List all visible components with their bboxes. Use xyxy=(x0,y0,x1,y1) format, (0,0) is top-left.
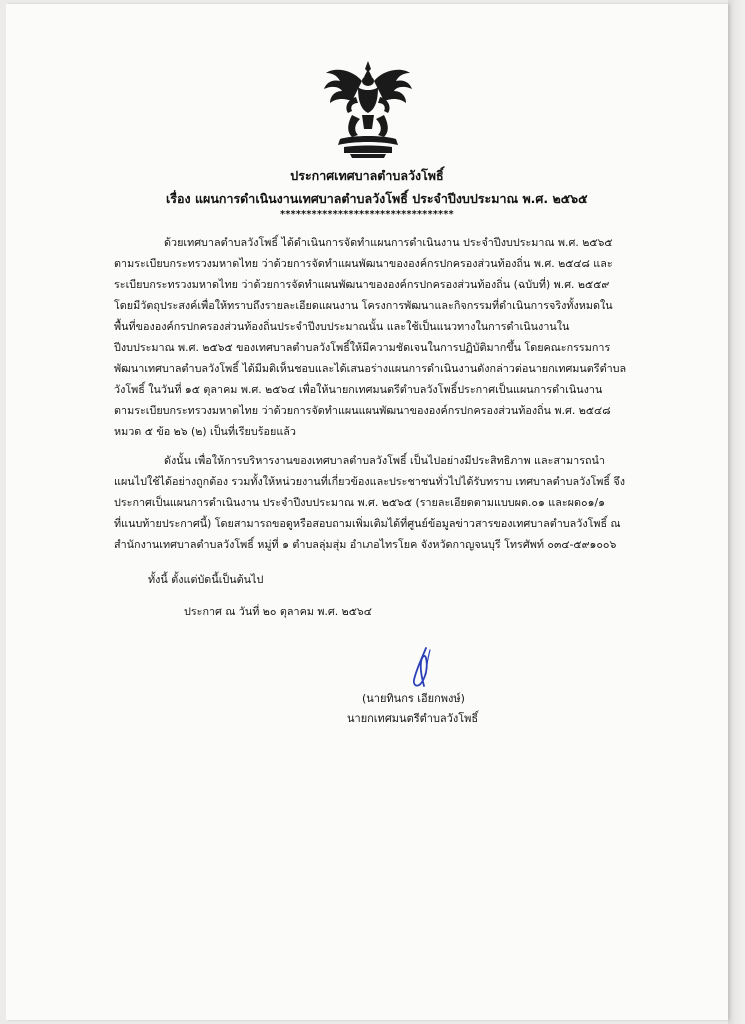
paragraph-1-line: ตามระเบียบกระทรวงมหาดไทย ว่าด้วยการจัดทำแผนแผนพัฒนาขององค์กรปกครองส่วนท้องถิ่น พ.ศ. ๒๕๔๘ xyxy=(114,404,611,417)
paragraph-1-line: ปีงบประมาณ พ.ศ. ๒๕๖๕ ของเทศบาลตำบลวังโพธิ์ให้มีความชัดเจนในการปฏิบัติมากขึ้น โดยคณะกรรมการ xyxy=(114,341,611,354)
garuda-emblem-icon xyxy=(322,59,414,159)
paragraph-2-line: ดังนั้น เพื่อให้การบริหารงานของเทศบาลตำบลวังโพธิ์ เป็นไปอย่างมีประสิทธิภาพ และสามารถนำ xyxy=(164,454,605,467)
paragraph-1-line: พื้นที่ขององค์กรปกครองส่วนท้องถิ่นประจำปีงบประมาณนั้น และใช้เป็นแนวทางในการดำเนินงานใน xyxy=(114,320,570,333)
announcement-date: ประกาศ ณ วันที่ ๒๐ ตุลาคม พ.ศ. ๒๕๖๔ xyxy=(184,605,372,618)
signatory-position: นายกเทศมนตรีตำบลวังโพธิ์ xyxy=(347,712,479,725)
paragraph-2-line: ที่แนบท้ายประกาศนี้) โดยสามารถขอดูหรือสอบถามเพิ่มเติมได้ที่ศูนย์ข้อมูลข่าวสารของเทศบาลตำบลวังโพธิ์ ณ xyxy=(114,517,621,530)
closing-line: ทั้งนี้ ตั้งแต่บัดนี้เป็นต้นไป xyxy=(148,573,264,586)
paragraph-1-line: วังโพธิ์ ในวันที่ ๑๕ ตุลาคม พ.ศ. ๒๕๖๔ เพื่อให้นายกเทศมนตรีตำบลวังโพธิ์ประกาศเป็นแผนการดำเนินงาน xyxy=(114,383,603,396)
signatory-name: (นายทินกร เอียกพงษ์) xyxy=(362,692,465,705)
paragraph-2-line: สำนักงานเทศบาลตำบลวังโพธิ์ หมู่ที่ ๑ ตำบลลุ่มสุ่ม อำเภอไทรโยค จังหวัดกาญจนบุรี โทรศัพท์ ๐๓๔-๕๙๑๐๐๖ xyxy=(114,538,617,551)
document-page xyxy=(6,4,728,1020)
title-divider: ********************************* xyxy=(280,209,454,220)
paragraph-2-line: ประกาศเป็นแผนการดำเนินงาน ประจำปีงบประมาณ พ.ศ. ๒๕๖๕ (รายละเอียดตามแบบผด.๐๑ และผด๐๑/๑ xyxy=(114,496,605,509)
paragraph-2-line: แผนไปใช้ได้อย่างถูกต้อง รวมทั้งให้หน่วยงานที่เกี่ยวข้องและประชาชนทั่วไปได้รับทราบ เทศบาลตำบลวังโพธิ์ จึง xyxy=(114,475,625,488)
paragraph-1-line: ด้วยเทศบาลตำบลวังโพธิ์ ได้ดำเนินการจัดทำแผนการดำเนินงาน ประจำปีงบประมาณ พ.ศ. ๒๕๖๕ xyxy=(164,236,613,249)
announcement-subject: เรื่อง แผนการดำเนินงานเทศบาลตำบลวังโพธิ์ ประจำปีงบประมาณ พ.ศ. ๒๕๖๕ xyxy=(166,191,588,206)
paragraph-1-line: ระเบียบกระทรวงมหาดไทย ว่าด้วยการจัดทำแผนพัฒนาขององค์กรปกครองส่วนท้องถิ่น (ฉบับที่) พ.ศ. ๒๕๕๙ xyxy=(114,278,610,291)
announcement-title: ประกาศเทศบาลตำบลวังโพธิ์ xyxy=(290,168,444,183)
paragraph-1-line: พัฒนาเทศบาลตำบลวังโพธิ์ ได้มีมติเห็นชอบและได้เสนอร่างแผนการดำเนินงานดังกล่าวต่อนายกเทศมนตรีตำบล xyxy=(114,362,627,375)
paragraph-1-line: โดยมีวัตถุประสงค์เพื่อให้ทราบถึงรายละเอียดแผนงาน โครงการพัฒนาและกิจกรรมที่ดำเนินการจริงทั้งหมดใน xyxy=(114,299,613,312)
scan-edge xyxy=(728,0,745,1024)
paragraph-1-line: ตามระเบียบกระทรวงมหาดไทย ว่าด้วยการจัดทำแผนพัฒนาขององค์กรปกครองส่วนท้องถิ่น พ.ศ. ๒๕๔๘ และ xyxy=(114,257,613,270)
paragraph-1-line: หมวด ๕ ข้อ ๒๖ (๒) เป็นที่เรียบร้อยแล้ว xyxy=(114,425,296,438)
